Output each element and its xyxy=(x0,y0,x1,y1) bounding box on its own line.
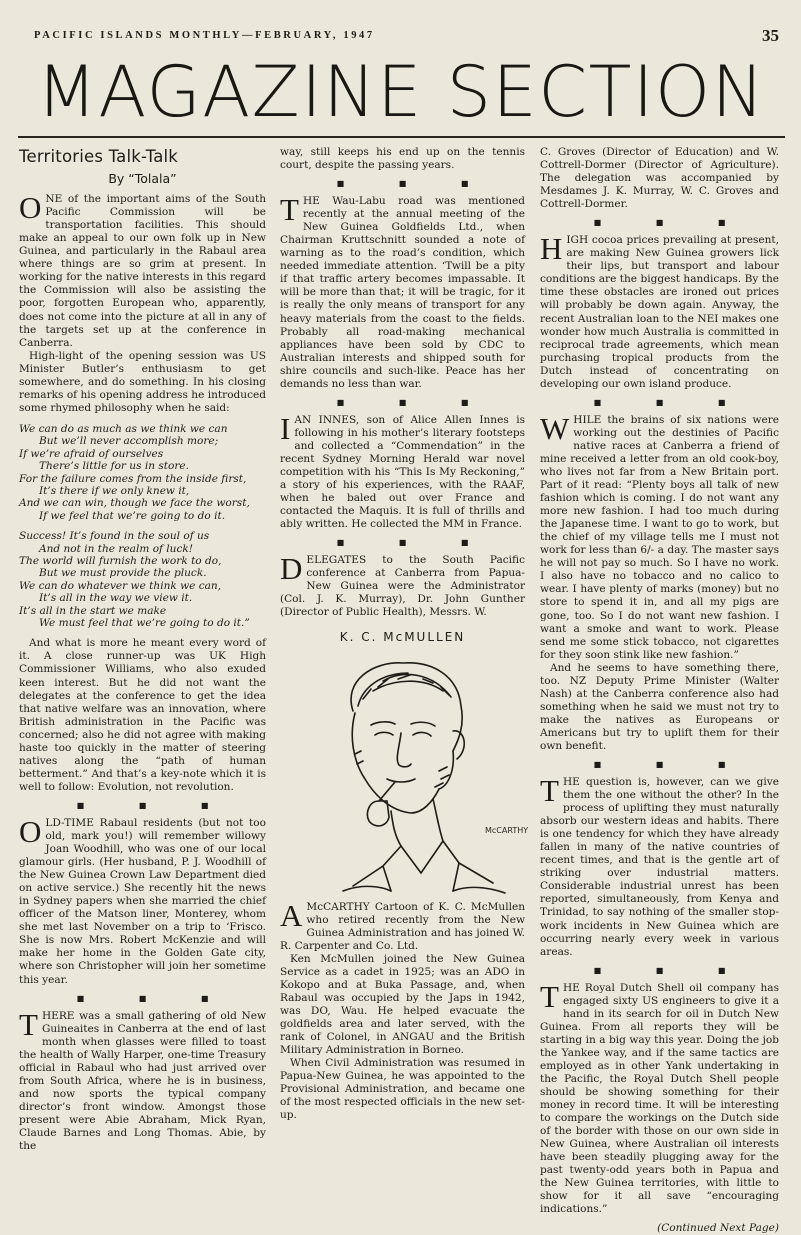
poem-stanza-2 xyxy=(19,530,266,629)
poem-line: But we’ll never accomplish more; xyxy=(39,435,219,448)
poem-line: It’s all in the start we make xyxy=(19,604,167,617)
drop-cap: D xyxy=(280,551,303,587)
poem-line: It’s all in the way we view it. xyxy=(39,592,193,605)
running-title: PACIFIC ISLANDS MONTHLY—FEBRUARY, 1947 xyxy=(34,30,375,41)
poem-line: But we must provide the pluck. xyxy=(39,567,207,580)
paragraph: ONE of the important aims of the South Pacific Commission will be transportation facilities. This should make an appeal to our own folk up in New Guinea, and particularly in the Rabaul area where things are so grim at present. In working for the native interests in this regard the Commission will also be assisting the poor, forgotten European who, apparently, does not come into the picture at all in any of the targets set up at the conference in Canberra. xyxy=(19,190,266,349)
drop-cap: H xyxy=(540,231,563,267)
paragraph: And what is more he meant every word of it. A close runner-up was UK High Commissioner Williams, who also exuded keen interest. But he did not want the delegates at the conference to get the idea that native welfare was an innovation, where British administration in the Pacific was concerned; also he did not agree with making haste too quickly in the matter of steering natives along the “path of human betterment.” And that’s a key-note which it is well to follow: Evolution, not revolution. xyxy=(19,637,266,793)
section-separator: ■ ■ ■ xyxy=(593,218,752,228)
poem-line: And not in the realm of luck! xyxy=(39,542,193,555)
poem-line: There’s little for us in store. xyxy=(39,460,190,473)
paragraph: WHILE the brains of six nations were working out the destinies of Pacific native races at Canberra a friend of mine received a letter from an old cook-boy, who lives not far from a New Britain port. Part of it read: “Plenty boys all talk of new fashion which is coming. I do not want any more new fashion. I had too much during the Japanese time. I want to go to work, but the chief of my village tells me I must not work for less than 6/- a day. The master says he will not pay so much. So I have no work. I also have no tobacco and no calico to wear. I have plenty of marks (money) but no store to spend it in, and all my pigs are gone, too. So I do not want new fashion. I want a smoke and want to work. Please send me some stick tobacco, not cigarettes for they soon stink like new fashion.” xyxy=(540,410,779,661)
paragraph: Ken McMullen joined the New Guinea Service as a cadet in 1925; was an ADO in Kokopo and at Buka Passage, and, when Rabaul was occupied by the Japs in 1942, was DO, Wau. He helped evacuate the goldfields area and later served, with the rank of Colonel, in ANGAU and the British Military Administration in Borneo. xyxy=(280,952,525,1057)
paragraph: OLD-TIME Rabaul residents (but not too old, mark you!) will remember willowy Joan Woodhill, who was one of our local glamour girls. (Her husband, P. J. Woodhill of the New Guinea Crown Law Department died on active service.) She recently hit the news in Sydney papers when she married the chief officer of the Matson liner, Monterey, whom she met last November on a trip to ‘Frisco. She is now Mrs. Robert McKenzie and will make her home in the Golden Gate city, where son Christopher will join her sometime this year. xyxy=(19,813,266,986)
portrait-caption-title: K. C. McMULLEN xyxy=(339,630,466,645)
column-1 xyxy=(19,146,266,1153)
paragraph: THE question is, however, can we give them the one without the other? In the process of uplifting they must naturally absorb our western ideas and habits. There is one tendency for which they have already fallen in many of the native countries of recent times, and that is the gentle art of striking over industrial matters. Considerable industrial unrest has been reported, simultaneously, from Kenya and Trinidad, to say nothing of the smaller stop-work incidents in New Guinea which are occurring nearly every week in various areas. xyxy=(540,773,779,958)
section-separator: ■ ■ ■ xyxy=(336,397,495,407)
section-separator: ■ ■ ■ xyxy=(336,538,495,548)
drop-cap: T xyxy=(540,773,559,809)
byline: By “Tolala” xyxy=(108,171,177,187)
poem-line: And we can win, though we face the worst, xyxy=(19,497,250,510)
section-separator: ■ ■ ■ xyxy=(593,965,752,975)
drop-cap: O xyxy=(19,190,42,226)
drop-cap: W xyxy=(540,410,570,446)
paragraph: C. Groves (Director of Education) and W. Cottrell-Dormer (Director of Agriculture). The delegation was accompanied by Mesdames J. K. Murray, W. C. Groves and Cottrell-Dormer. xyxy=(540,146,779,211)
page-number: 35 xyxy=(762,26,779,45)
paragraph: And he seems to have something there, too. NZ Deputy Prime Minister (Walter Nash) at the Canberra conference also had something when he said we must not try to make the natives as Europeans or Americans but try to uplift them for their own benefit. xyxy=(540,661,779,752)
section-separator: ■ ■ ■ xyxy=(336,179,495,189)
poem-line: If we’re afraid of ourselves xyxy=(19,447,164,460)
section-separator: ■ ■ ■ xyxy=(593,760,752,770)
poem-line: The world will furnish the work to do, xyxy=(19,554,222,567)
paragraph: DELEGATES to the South Pacific conference at Canberra from Papua-New Guinea were the Administrator (Col. J. K. Murray), Dr. John Gunther (Director of Public Health), Messrs. W. xyxy=(280,551,525,619)
section-separator: ■ ■ ■ xyxy=(76,993,235,1003)
masthead: MAGAZINE SECTION xyxy=(36,51,766,133)
drop-cap: A xyxy=(280,897,303,933)
drop-cap: I xyxy=(280,410,291,446)
column-2 xyxy=(280,146,528,1122)
drop-cap: T xyxy=(540,978,559,1014)
poem-line: We must feel that we’re going to do it.” xyxy=(39,616,250,629)
drop-cap: T xyxy=(19,1006,38,1042)
paragraph: IAN INNES, son of Alice Allen Innes is following in his mother’s literary footsteps and collected a “Commendation” in the recent Sydney Morning Herald war novel competition with his “This Is My Reckoning,” a story of his experiences, with the RAAF, when he baled out over France and contacted the Maquis. It is full of thrills and ably written. He collected the MM in France. xyxy=(280,410,525,531)
running-header xyxy=(34,26,779,48)
portrait-cartoon xyxy=(283,651,528,901)
poem-line: We can do whatever we think we can, xyxy=(19,579,222,592)
paragraph: way, still keeps his end up on the tennis court, despite the passing years. xyxy=(280,146,525,172)
section-separator: ■ ■ ■ xyxy=(593,397,752,407)
column-3 xyxy=(540,146,779,1234)
poem-line: We can do as much as we think we can xyxy=(19,422,228,435)
poem-line: It’s there if we only knew it, xyxy=(39,484,190,497)
poem-line: If we feel that we’re going to do it. xyxy=(39,509,226,522)
section-separator: ■ ■ ■ xyxy=(76,800,235,810)
poem-stanza-1 xyxy=(19,423,266,522)
masthead-rule xyxy=(18,136,785,138)
paragraph: High-light of the opening session was US Minister Butler’s enthusiasm to get somewhere, and do something. In his closing remarks of his opening address he introduced some rhymed philosophy when he said: xyxy=(19,349,266,414)
signature: McCARTHY xyxy=(484,825,528,835)
paragraph: A McCARTHY Cartoon of K. C. McMullen who retired recently from the New Guinea Administration and has joined W. R. Carpenter and Co. Ltd. xyxy=(280,897,525,952)
poem-line: For the failure comes from the inside first, xyxy=(19,472,247,485)
drop-cap: T xyxy=(280,192,299,228)
poem-line: Success! It’s found in the soul of us xyxy=(19,530,210,543)
paragraph: When Civil Administration was resumed in Papua-New Guinea, he was appointed to the Provisional Administration, and became one of the most respected officials in the new set-up. xyxy=(280,1057,525,1122)
paragraph: THERE was a small gathering of old New Guineaites in Canberra at the end of last month when glasses were filled to toast the health of Wally Harper, one-time Treasury official in Rabaul who had just arrived over from South Africa, where he is in business, and now sports the typical company director’s front window. Amongst those present were Abie Abraham, Mick Ryan, Claude Barnes and Long Thomas. Abie, by the xyxy=(19,1006,266,1153)
article-title: Territories Talk-Talk xyxy=(19,147,179,166)
drop-cap: O xyxy=(19,813,42,849)
paragraph: THE Royal Dutch Shell oil company has engaged sixty US engineers to give it a hand in its search for oil in Dutch New Guinea. From all reports they will be starting in a big way this year. Doing the job the Yankee way, and if the same tactics are employed as in other Yank undertaking in the Pacific, the Royal Dutch Shell people should be showing something for their money in record time. It will be interesting to compare the workings on the Dutch side of the border with those on our own side in New Guinea, where Australian oil interests have been steadily plugging away for the past twenty-odd years both in Papua and the New Guinea territories, with little to show for it all save “encouraging indications.” xyxy=(540,978,779,1216)
paragraph: HIGH cocoa prices prevailing at present, are making New Guinea growers lick their lips, but transport and labour conditions are the biggest handicaps. By the time these obstacles are ironed out prices will probably be down again. Anyway, the recent Australian loan to the NEI makes one wonder how much Australia is committed in reciprocal trade agreements, which mean purchasing tropical products from the Dutch instead of concentrating on developing our own island produce. xyxy=(540,231,779,390)
paragraph: THE Wau-Labu road was mentioned recently at the annual meeting of the New Guinea Goldfields Ltd., when Chairman Kruttschnitt sounded a note of warning as to the road’s condition, which needed immediate attention. ‘Twill be a pity if that traffic artery becomes impassable. It will be more than that; it will be tragic, for it is really the only means of transport for any heavy materials from the coast to the fields. Probably all road-making mechanical appliances have been sold by CDC to Australian interests and shipped south for shire councils and such-like. Peace has her demands no less than war. xyxy=(280,192,525,390)
continued-note: (Continued Next Page) xyxy=(657,1221,779,1234)
